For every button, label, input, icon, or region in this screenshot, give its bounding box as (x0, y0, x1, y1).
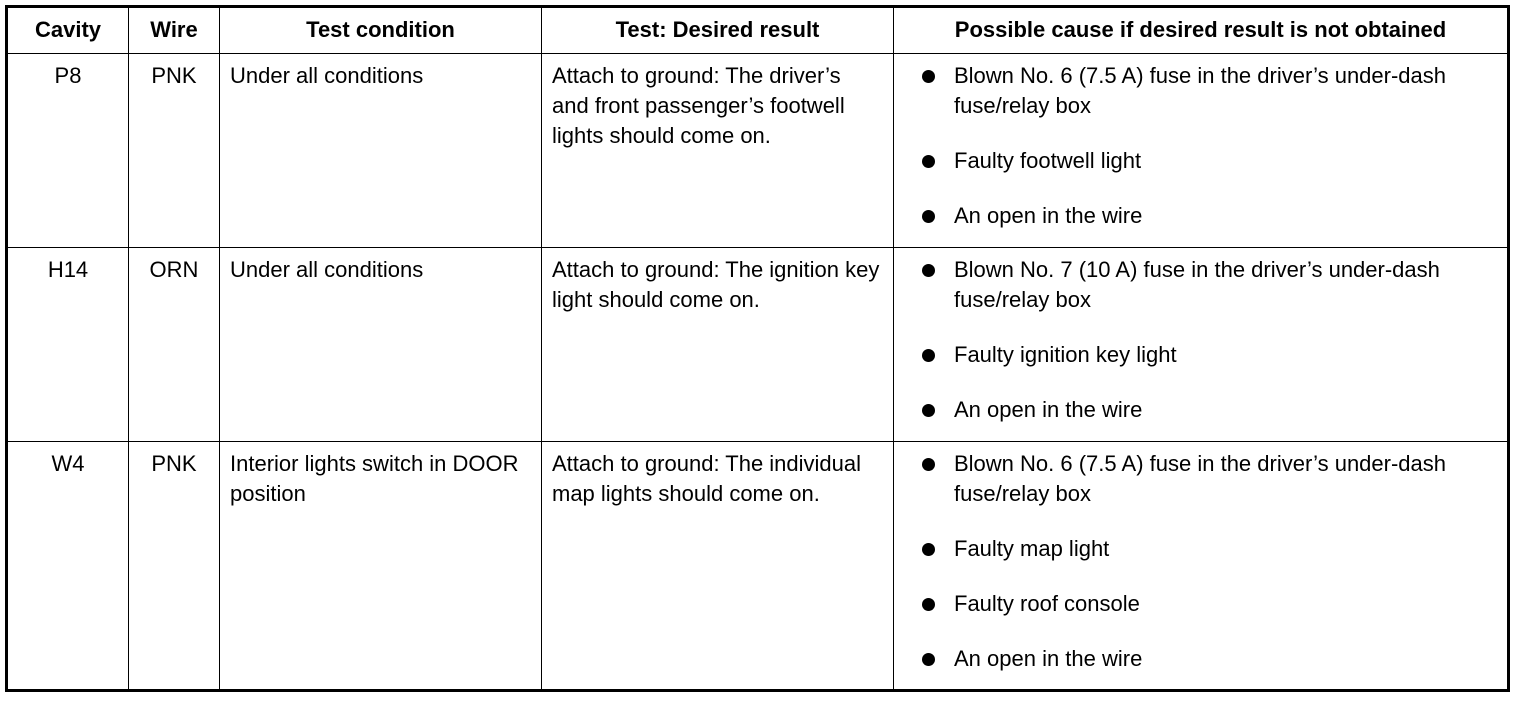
header-test-condition: Test condition (220, 7, 542, 54)
cause-text: Faulty footwell light (954, 148, 1142, 173)
bullet-icon (922, 653, 935, 666)
cause-text: An open in the wire (954, 397, 1143, 422)
causes-list (904, 255, 1497, 425)
cause-text: Blown No. 6 (7.5 A) fuse in the driver’s under-dash fuse/relay box (954, 451, 1447, 506)
cause-item (904, 146, 1497, 176)
bullet-icon (922, 543, 935, 556)
bullet-icon (922, 349, 935, 362)
cause-text: An open in the wire (954, 203, 1143, 228)
header-cavity: Cavity (7, 7, 129, 54)
bullet-icon (922, 210, 935, 223)
header-desired-result: Test: Desired result (542, 7, 894, 54)
cause-text: Faulty roof console (954, 591, 1140, 616)
cause-item (904, 201, 1497, 231)
troubleshooting-table (5, 5, 1510, 692)
cavity-cell: H14 (7, 248, 129, 442)
wire-cell: PNK (129, 442, 220, 691)
condition-cell: Interior lights switch in DOOR position (220, 442, 542, 691)
cause-item (904, 340, 1497, 370)
cause-text: Faulty ignition key light (954, 342, 1177, 367)
bullet-icon (922, 598, 935, 611)
bullet-icon (922, 70, 935, 83)
bullet-icon (922, 264, 935, 277)
cause-text: Faulty map light (954, 536, 1110, 561)
causes-list (904, 61, 1497, 231)
cause-item (904, 395, 1497, 425)
causes-cell (894, 442, 1509, 691)
cavity-cell: W4 (7, 442, 129, 691)
header-possible-cause: Possible cause if desired result is not obtained (894, 7, 1509, 54)
result-cell: Attach to ground: The individual map lights should come on. (542, 442, 894, 691)
table-row (7, 442, 1509, 691)
causes-cell (894, 248, 1509, 442)
cause-item (904, 61, 1497, 121)
table-row (7, 248, 1509, 442)
table-header-row (7, 7, 1509, 54)
wire-cell: ORN (129, 248, 220, 442)
causes-list (904, 449, 1497, 674)
wire-cell: PNK (129, 54, 220, 248)
result-cell: Attach to ground: The driver’s and front passenger’s footwell lights should come on. (542, 54, 894, 248)
bullet-icon (922, 404, 935, 417)
cause-text: Blown No. 6 (7.5 A) fuse in the driver’s under-dash fuse/relay box (954, 63, 1447, 118)
cause-text: An open in the wire (954, 646, 1143, 671)
cause-item (904, 534, 1497, 564)
troubleshooting-table-container (5, 5, 1507, 692)
condition-cell: Under all conditions (220, 248, 542, 442)
cavity-cell: P8 (7, 54, 129, 248)
cause-item (904, 589, 1497, 619)
header-wire: Wire (129, 7, 220, 54)
causes-cell (894, 54, 1509, 248)
cause-item (904, 644, 1497, 674)
condition-cell: Under all conditions (220, 54, 542, 248)
bullet-icon (922, 155, 935, 168)
cause-item (904, 255, 1497, 315)
bullet-icon (922, 458, 935, 471)
result-cell: Attach to ground: The ignition key light should come on. (542, 248, 894, 442)
table-row (7, 54, 1509, 248)
cause-item (904, 449, 1497, 509)
cause-text: Blown No. 7 (10 A) fuse in the driver’s under-dash fuse/relay box (954, 257, 1440, 312)
